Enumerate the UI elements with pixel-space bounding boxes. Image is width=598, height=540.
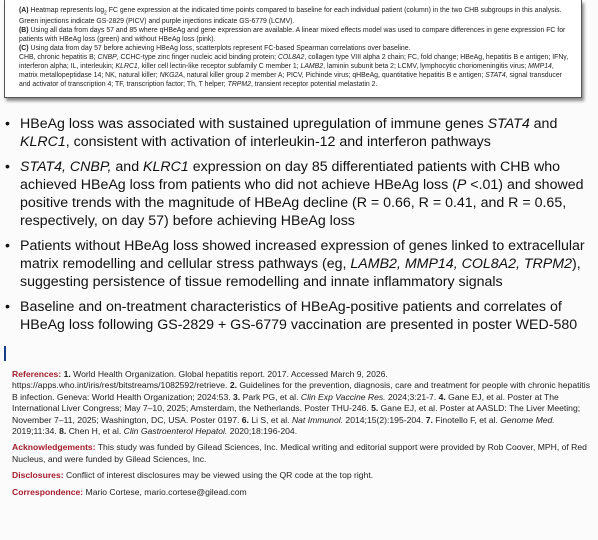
finding-bullet [4,115,594,152]
text-segment: Finotello F, et al. [432,414,501,425]
text-segment: TRPM2 [227,80,251,88]
acknowledgements: Acknowledgements: This study was funded by Gilead Sciences, Inc. Medical writing and editorial support were provided by Rob Coover, MPH, of Red Nucleus, and were funded by Gilead Sciences, Inc. [12,442,587,464]
text-segment: , killer cell lectin-like receptor subfamily C member 1; [137,62,301,70]
text-segment: , transient receptor potential melastatin 2. [250,80,378,88]
text-segment: World Health Organization. Global hepatitis report. 2017. Accessed March 9, 2026. https://apps.who.int/iris/rest/bitstreams/1082592/retrieve. [12,369,388,391]
text-segment: , natural killer group 2 member A; PICV, Pichinde virus; qHBeAg, quantitative hepatitis B e antigen; [182,71,486,79]
text-segment: 8. [59,426,67,437]
text-segment: Genome Med. [500,414,555,425]
text-segment: Li S, et al. [248,414,292,425]
text-segment: Park PG, et al. [240,391,301,402]
text-segment: STAT4 [485,71,506,79]
text-segment: KLRC1 [115,62,138,70]
finding-text [20,159,584,230]
correspondence-label: Correspondence: [12,486,84,497]
text-segment: STAT4, CNBP, [20,158,112,175]
bullet-icon: • [5,298,10,315]
text-segment: NKG2A [159,71,183,79]
text-segment: CHB, chronic hepatitis B; [19,53,98,61]
text-segment: Gane EJ, et al. Poster at AASLD: The Liver Meeting; November 7–11, 2025; Washington, DC, USA. Poster 0197. [12,403,581,425]
bullet-icon: • [5,116,10,132]
text-segment: 2020;18:196-204. [227,426,298,437]
references [12,369,592,437]
disclosures-label: Disclosures: [12,470,64,481]
text-segment: Nat Immunol. [291,414,344,425]
text-segment: KLRC1 [143,158,189,175]
text-segment: 4. [438,391,446,402]
correspondence: Correspondence: Mario Cortese, mario.cortese@gilead.com [12,486,247,497]
acknowledgements-label: Acknowledgements: [12,442,96,453]
text-segment: MMP14 [528,62,552,70]
finding-text [20,116,557,150]
text-segment: and [529,116,558,132]
text-segment: CNBP [97,53,117,61]
text-segment: ), suggesting persistence of tissue remodelling and innate inflammatory signals [20,256,581,291]
text-segment: 2024;3:21-7. [385,391,439,402]
text-segment: Gane EJ, et al. Poster at The International Liver Congress; May 7–10, 2025; Amsterdam, the Netherlands. Poster THU-246. [12,391,559,414]
disclosures: Disclosures: Conflict of interest disclosures may be viewed using the QR code at the top right. [12,470,374,481]
text-segment: 1. [63,369,71,379]
text-cursor [4,346,6,361]
text-segment: Clin Gastroenterol Hepatol. [123,426,228,437]
legend-part-a: (A) Heatmap represents $\log_2$ FC gene expression at the indicated time points compared to baseline for each individual patient (column) in the two CHB subgroups in this analysis. Green injections indicate GS-2829 (PICV) and purple injections indicate GS-6779 (LCMV). [19,7,562,26]
finding-bullet [4,158,594,231]
text-segment: Clin Exp Vaccine Res. [300,391,386,402]
text-segment: COL8A2 [277,53,305,61]
text-segment: 3. [233,391,241,402]
text-segment: , CCHC-type zinc finger nucleic acid binding protein; [116,53,278,61]
text-segment: KLRC1 [20,134,66,151]
text-segment: expression on day 85 differentiated patients with CHB who achieved HBeAg loss from patients who did not achieve HBeAg loss ( [20,158,560,193]
text-segment: , matrix metallopeptidase 14; NK, natural killer; [19,62,554,79]
text-segment: HBeAg loss was associated with sustained upregulation of immune genes [20,116,488,132]
text-segment: <.01) and showed positive trends with the magnitude of HBeAg decline (R = 0.66, R = 0.41, and R = 0.65, respectively, on day 57) before achieving HBeAg loss [20,176,584,230]
text-segment: P [456,176,467,193]
legend-part-b: (B) Using all data from days 57 and 85 where qHBeAg and gene expression are available. A linear mixed effects model was used to compare differences in gene expression FC for patients with HBeAg loss (green) and without HBeAg loss (pink). [19,27,566,44]
footer-notes [12,369,592,503]
text-segment: 2. [229,380,237,391]
text-segment: Guidelines for the prevention, diagnosis, care and treatment for people with chronic hepatitis B infection. Geneva: World Health Organization; 2024:53. [12,380,591,402]
bullet-icon: • [5,158,10,175]
finding-bullet [4,298,594,335]
text-segment: , signal transducer and activator of transcription 4; TF, transcription factor; Th, T helper; [19,71,563,88]
finding-bullet [4,237,594,292]
text-segment: 6. [241,414,249,425]
references-text [12,369,590,436]
text-segment: LAMB2 [300,62,324,70]
text-segment: , collagen type VIII alpha 2 chain; FC, fold change; HBeAg, hepatitis B e antigen; IFNγ, interferon alpha; IL, interleukin; [19,53,569,70]
text-segment: , laminin subunit beta 2; LCMV, lymphocytic choriomeningitis virus; [323,62,529,70]
text-segment: STAT4 [487,116,530,132]
text-segment: Patients without HBeAg loss showed increased expression of genes linked to extracellular matrix remodelling and cellular stress pathways (eg, [20,237,585,273]
text-segment: 2019;11:34. [12,426,60,437]
text-segment: Baseline and on-treatment characteristics of HBeAg-positive patients and correlates of HBeAg loss following GS-2829 + GS-6779 vaccination are presented in poster WED-580 [20,298,578,333]
finding-text [20,299,577,333]
bullet-icon: • [5,237,10,254]
text-segment: 5. [371,403,379,414]
legend-part-c: (C) Using data from day 57 before achieving HBeAg loss, scatterplots represent FC-based Spearman correlations over baseline. [19,45,411,52]
finding-text [20,238,585,291]
legend-abbreviations [19,54,571,90]
text-segment: and [111,158,144,175]
figure-legend [4,0,582,98]
text-segment: LAMB2, MMP14, COL8A2, TRPM2 [350,256,572,273]
text-segment: 2014;15(2):195-204. [343,414,426,425]
text-segment: 7. [425,414,433,425]
text-segment: , consistent with activation of interleukin-12 and interferon pathways [65,134,491,151]
text-segment: Chen H, et al. [66,426,124,437]
references-label: References: [12,369,64,379]
key-findings-list [4,115,594,340]
